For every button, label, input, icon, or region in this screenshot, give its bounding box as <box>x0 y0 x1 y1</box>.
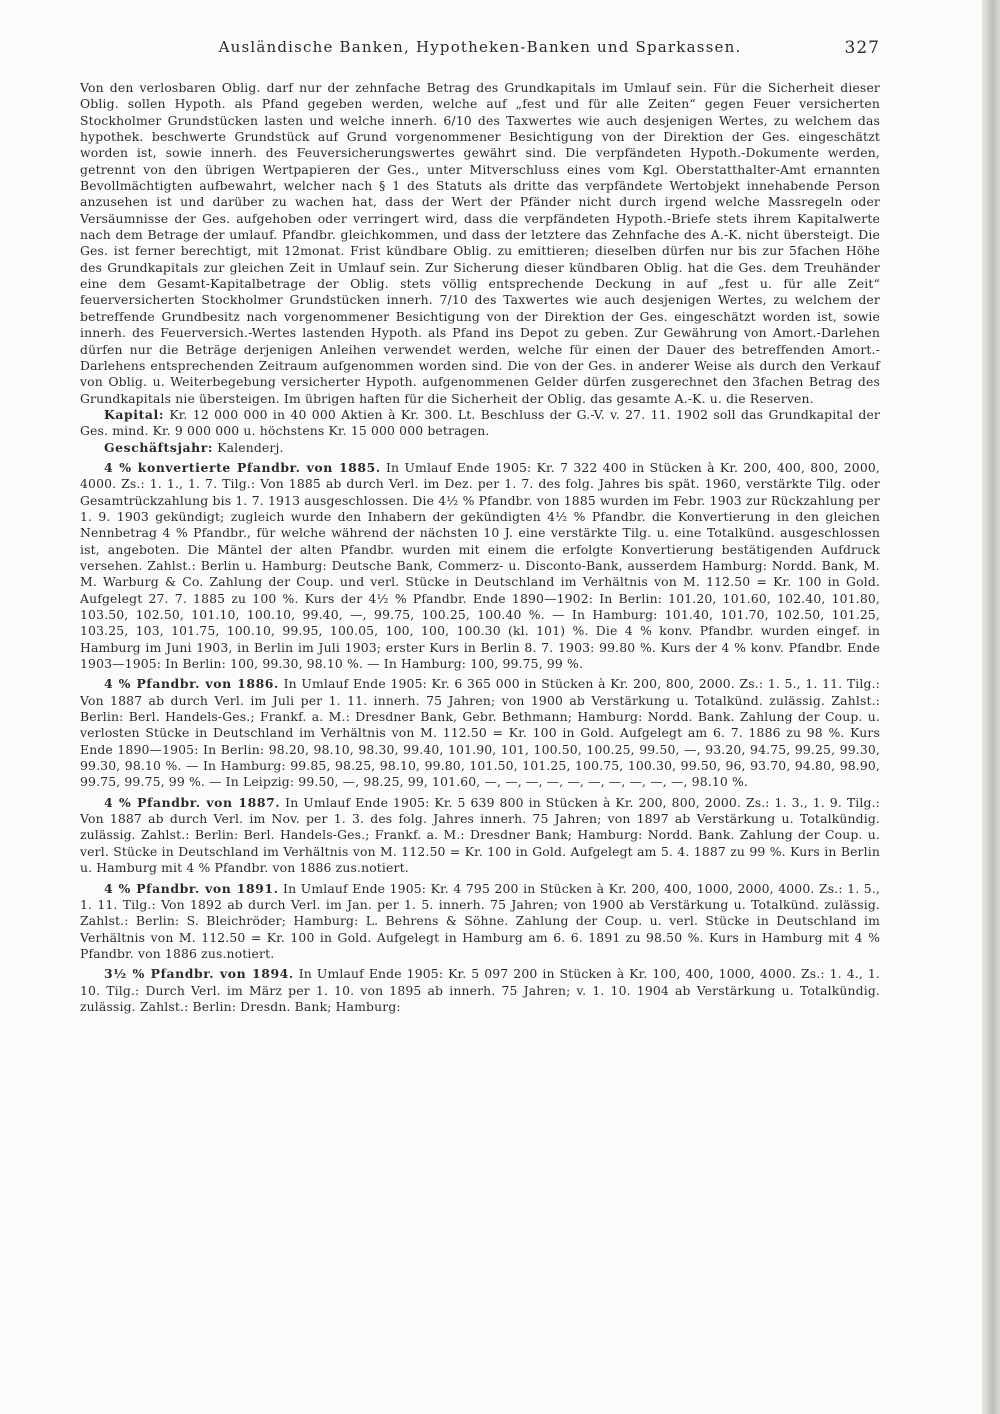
entry-1891-label: 4 % Pfandbr. von 1891. <box>104 880 279 896</box>
entry-1887-label: 4 % Pfandbr. von 1887. <box>104 794 281 810</box>
running-title: Ausländische Banken, Hypotheken-Banken und Sparkassen. <box>218 38 742 56</box>
entry-1891 <box>80 881 880 963</box>
running-head <box>80 38 880 56</box>
intro-paragraph: Von den verlosbaren Oblig. darf nur der zehnfache Betrag des Grundkapitals im Umlauf sein. Für die Sicherheit dieser Oblig. sollen Hypoth. als Pfand gegeben werden, welche auf „fest und für alle Zeiten“ gegen Feuer versicherten Stockholmer Grundstücken lasten und welche innerh. 6/10 des Taxwertes wie auch desjenigen Wertes, zu welchem das hypothek. beschwerte Grundstück auf Grund vorgenommener Besichtigung von der Direktion der Ges. eingeschätzt worden ist, sowie innerh. des Feuversicherungswertes gewährt sind. Die verpfändeten Hypoth.-Dokumente werden, getrennt von den übrigen Wertpapieren der Ges., unter Mitverschluss eines vom Kgl. Oberstatthalter-Amt ernannten Bevollmächtigten aufbewahrt, welcher nach § 1 des Statuts als dritte das verpfändete Wertobjekt innehabende Person anzusehen ist und darüber zu wachen hat, dass der Wert der Pfänder nicht durch irgend welche Massregeln oder Versäumnisse der Ges. aufgehoben oder verringert wird, dass die verpfändeten Hypoth.-Briefe stets ihrem Kapitalwerte nach dem Betrage der umlauf. Pfandbr. gleichkommen, und dass der letztere das Zehnfache des A.-K. nicht übersteigt. Die Ges. ist ferner berechtigt, mit 12monat. Frist kündbare Oblig. zu emittieren; dieselben dürfen nur bis zur 5fachen Höhe des Grundkapitals zur gleichen Zeit in Umlauf sein. Zur Sicherung dieser kündbaren Oblig. hat die Ges. dem Treuhänder eine dem Gesamt-Kapitalbetrage der Oblig. stets völlig entsprechende Deckung in auf „fest u. für alle Zeit“ feuerversicherten Stockholmer Grundstücken innerh. 7/10 des Taxwertes wie auch desjenigen Wertes, zu welchem der betreffende Grundbesitz nach vorgenommener Besichtigung von der Direktion der Ges. eingeschätzt worden ist, sowie innerh. des Feuerversich.-Wertes lastenden Hypoth. als Pfand ins Depot zu geben. Zur Gewährung von Amort.-Darlehen dürfen nur die Beträge derjenigen Anleihen verwendet werden, welche für einen der Dauer des betreffenden Amort.-Darlehens entsprechenden Zeitraum aufgenommen worden sind. Die von der Ges. in anderer Weise als durch den Verkauf von Oblig. u. Weiterbegebung versicherter Hypoth. aufgenommenen Gelder dürfen zusgerechnet den 3fachen Betrag des Grundkapitals nie übersteigen. Im übrigen haften für die Sicherheit der Oblig. das gesamte A.-K. u. die Reserven. <box>80 80 880 406</box>
entry-1894-text: In Umlauf Ende 1905: Kr. 5 097 200 in Stücken à Kr. 100, 400, 1000, 4000. Zs.: 1. 4., 1. 10. Tilg.: Durch Verl. im März per 1. 10. von 1895 ab innerh. 75 Jahren; v. 1. 10. 1904 ab Verstärkung u. Totalkündig. zulässig. Zahlst.: Berlin: Dresdn. Bank; Hamburg: <box>80 966 880 1014</box>
geschaeftsjahr-paragraph <box>80 440 880 456</box>
kapital-label: Kapital: <box>104 406 165 422</box>
geschaeftsjahr-text: Kalenderj. <box>217 439 284 455</box>
geschaeftsjahr-label: Geschäftsjahr: <box>104 439 214 455</box>
entry-1891-text: In Umlauf Ende 1905: Kr. 4 795 200 in Stücken à Kr. 200, 400, 1000, 2000, 4000. Zs.: 1. 5., 1. 11. Tilg.: Von 1892 ab durch Verl. im Jan. per 1. 5. innerh. 75 Jahren; von 1900 ab Verstärkung u. Totalkünd. zulässig. Zahlst.: Berlin: S. Bleichröder; Hamburg: L. Behrens & Söhne. Zahlung der Coup. u. verl. Stücke in Deutschland im Verhältnis von M. 112.50 = Kr. 100 in Gold. Aufgelegt in Hamburg am 6. 6. 1891 zu 98.50 %. Kurs in Hamburg mit 4 % Pfandbr. von 1886 zus.notiert. <box>80 880 881 961</box>
book-page <box>80 38 880 1015</box>
entry-1885-text: In Umlauf Ende 1905: Kr. 7 322 400 in Stücken à Kr. 200, 400, 800, 2000, 4000. Zs.: 1. 1., 1. 7. Tilg.: Von 1885 ab durch Verl. im Dez. per 1. 7. des folg. Jahres bis spät. 1960, verstärkte Tilg. oder Gesamtrückzahlung bis 1. 7. 1913 ausgeschlossen. Die 4½ % Pfandbr. von 1885 wurden im Febr. 1903 zur Rückzahlung per 1. 9. 1903 gekündigt; zugleich wurde den Inhabern der gekündigten 4½ % Pfandbr. die Konvertierung in den gleichen Nennbetrag 4 % Pfandbr., für welche während der nächsten 10 J. eine verstärkte Tilg. u. eine Totalkünd. ausgeschlossen ist, angeboten. Die Mäntel der alten Pfandbr. wurden mit einem die erfolgte Konvertierung bestätigenden Aufdruck versehen. Zahlst.: Berlin u. Hamburg: Deutsche Bank, Commerz- u. Disconto-Bank, ausserdem Hamburg: Nordd. Bank, M. M. Warburg & Co. Zahlung der Coup. und verl. Stücke in Deutschland im Verhältnis von M. 112.50 = Kr. 100 in Gold. Aufgelegt 27. 7. 1885 zu 100 %. Kurs der 4½ % Pfandbr. Ende 1890—1902: In Berlin: 101.20, 101.60, 102.40, 101.80, 103.50, 102.50, 101.10, 100.10, 99.40, —, 99.75, 100.25, 100.40 %. — In Hamburg: 101.40, 101.70, 102.50, 101.25, 103.25, 103, 101.75, 100.10, 99.95, 100.05, 100, 100, 100.30 (kl. 101) %. Die 4 % konv. Pfandbr. wurden eingef. in Hamburg im Juni 1903, in Berlin im Juli 1903; erster Kurs in Berlin 8. 7. 1903: 99.80 %. Kurs der 4 % konv. Pfandbr. Ende 1903—1905: In Berlin: 100, 99.30, 98.10 %. — In Hamburg: 100, 99.75, 99 %. <box>80 459 880 672</box>
entry-1894 <box>80 966 880 1015</box>
entry-1885 <box>80 460 880 672</box>
body-text <box>80 80 880 1015</box>
entry-1886 <box>80 676 880 790</box>
kapital-text: Kr. 12 000 000 in 40 000 Aktien à Kr. 300. Lt. Beschluss der G.-V. v. 27. 11. 1902 soll das Grundkapital der Ges. mind. Kr. 9 000 000 u. höchstens Kr. 15 000 000 betragen. <box>80 406 881 439</box>
kapital-paragraph <box>80 407 880 440</box>
entry-1887 <box>80 795 880 877</box>
scan-edge <box>982 0 1000 1414</box>
entry-1886-label: 4 % Pfandbr. von 1886. <box>104 676 279 692</box>
page-number: 327 <box>844 38 880 58</box>
entry-1894-label: 3½ % Pfandbr. von 1894. <box>104 966 294 982</box>
entry-1887-text: In Umlauf Ende 1905: Kr. 5 639 800 in Stücken à Kr. 200, 800, 2000. Zs.: 1. 3., 1. 9. Tilg.: Von 1887 ab durch Verl. im Nov. per 1. 3. des folg. Jahres innerh. 75 Jahren; von 1897 ab Verstärkung u. Totalkündig. zulässig. Zahlst.: Berlin: Berl. Handels-Ges.; Frankf. a. M.: Dresdner Bank; Hamburg: Nordd. Bank. Zahlung der Coup. u. verl. Stücke in Deutschland im Verhältnis von M. 112.50 = Kr. 100 in Gold. Aufgelegt am 5. 4. 1887 zu 99 %. Kurs in Berlin u. Hamburg mit 4 % Pfandbr. von 1886 zus.notiert. <box>80 794 880 876</box>
entry-1886-text: In Umlauf Ende 1905: Kr. 6 365 000 in Stücken à Kr. 200, 800, 2000. Zs.: 1. 5., 1. 11. Tilg.: Von 1887 ab durch Verl. im Juli per 1. 11. innerh. 75 Jahren; von 1900 ab Verstärkung u. Totalkünd. zulässig. Zahlst.: Berlin: Berl. Handels-Ges.; Frankf. a. M.: Dresdner Bank, Gebr. Bethmann; Hamburg: Nordd. Bank. Zahlung der Coup. u. verlosten Stücke in Deutschland im Verhältnis von M. 112.50 = Kr. 100 in Gold. Aufgelegt am 6. 7. 1886 zu 98 %. Kurs Ende 1890—1905: In Berlin: 98.20, 98.10, 98.30, 99.40, 101.90, 101, 100.50, 100.25, 99.50, —, 93.20, 94.75, 99.25, 99.30, 99.30, 98.10 %. — In Hamburg: 99.85, 98.25, 98.10, 99.80, 101.50, 101.25, 100.75, 100.30, 99.50, 96, 93.70, 94.80, 98.90, 99.75, 99.75, 99 %. — In Leipzig: 99.50, —, 98.25, 99, 101.60, —, —, —, —, —, —, —, —, —, —, 98.10 %. <box>80 676 881 790</box>
entry-1885-label: 4 % konvertierte Pfandbr. von 1885. <box>104 459 381 475</box>
